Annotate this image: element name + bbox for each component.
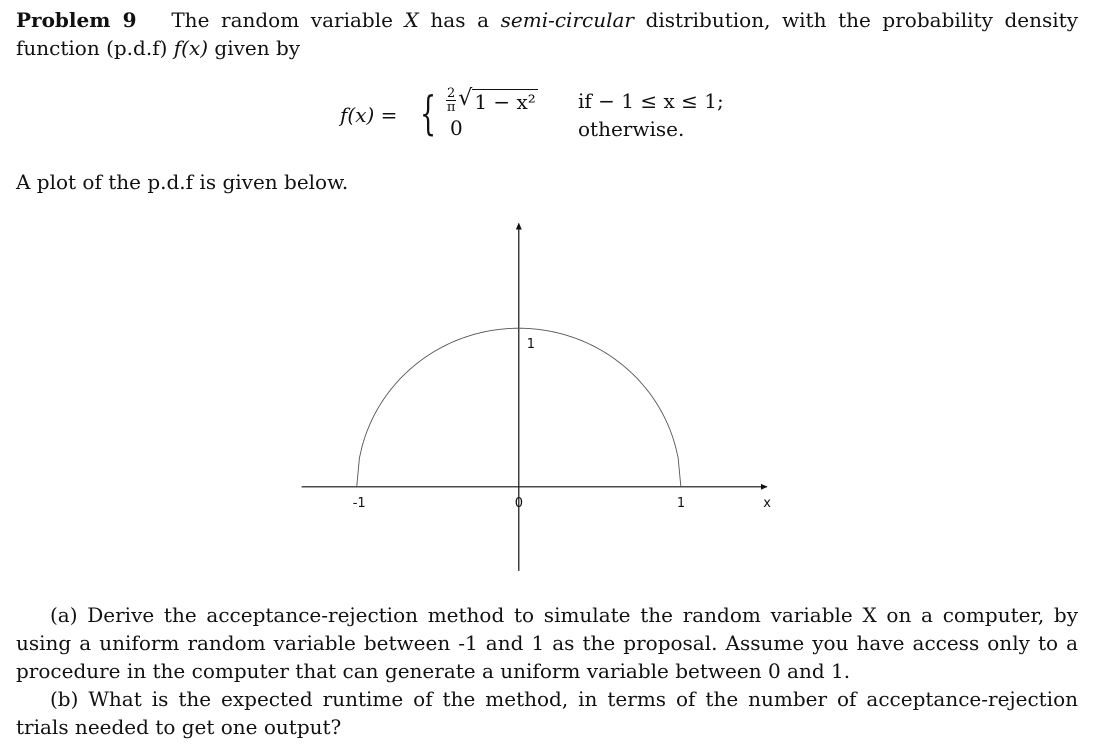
- radicand: 1 − x²: [474, 90, 536, 114]
- pdf-symbol: f(x): [173, 36, 209, 60]
- intro-text-2: has a: [430, 8, 490, 32]
- condition-1: if − 1 ≤ x ≤ 1;: [578, 89, 724, 113]
- y-peak-label: 1: [526, 337, 536, 353]
- coefficient-fraction: [446, 87, 456, 114]
- x-tick-label: 0: [514, 495, 524, 511]
- coefficient-numerator: 2: [447, 85, 456, 101]
- distribution-name: semi-circular: [500, 8, 634, 32]
- x-tick-label: -1: [352, 495, 366, 511]
- pdf-plot: [300, 222, 770, 574]
- equation-lhs: f(x) =: [340, 103, 398, 127]
- problem-label: Problem 9: [16, 8, 137, 32]
- x-tick-label: 1: [676, 495, 686, 511]
- radical-sign: √: [458, 86, 473, 111]
- x-axis-label: x: [763, 495, 771, 511]
- pdf-equation: [340, 86, 760, 146]
- equation-case-2: 0: [450, 116, 463, 140]
- equation-brace: {: [420, 86, 437, 140]
- intro-text-3: distribution, with the probability density function (p.d.f): [16, 8, 1079, 60]
- square-root: [458, 86, 538, 114]
- intro-text-4: given by: [214, 36, 301, 60]
- equation-case-1: [446, 86, 538, 114]
- coefficient-denominator: π: [446, 99, 456, 115]
- intro-text-1: The random variable: [171, 8, 393, 32]
- question-part-b: (b) What is the expected runtime of the method, in terms of the number of acceptance-rejection trials needed to get one output?: [16, 687, 1078, 739]
- condition-2: otherwise.: [578, 117, 685, 141]
- question-part-a: (a) Derive the acceptance-rejection method to simulate the random variable X on a computer, by using a uniform random variable between -1 and 1 as the proposal. Assume you have access only to a procedure in the computer that can generate a uniform variable between 0 and 1.: [16, 603, 1078, 683]
- plot-caption: A plot of the p.d.f is given below.: [16, 170, 349, 194]
- problem-statement: [16, 6, 1078, 62]
- random-variable-x: X: [404, 8, 419, 32]
